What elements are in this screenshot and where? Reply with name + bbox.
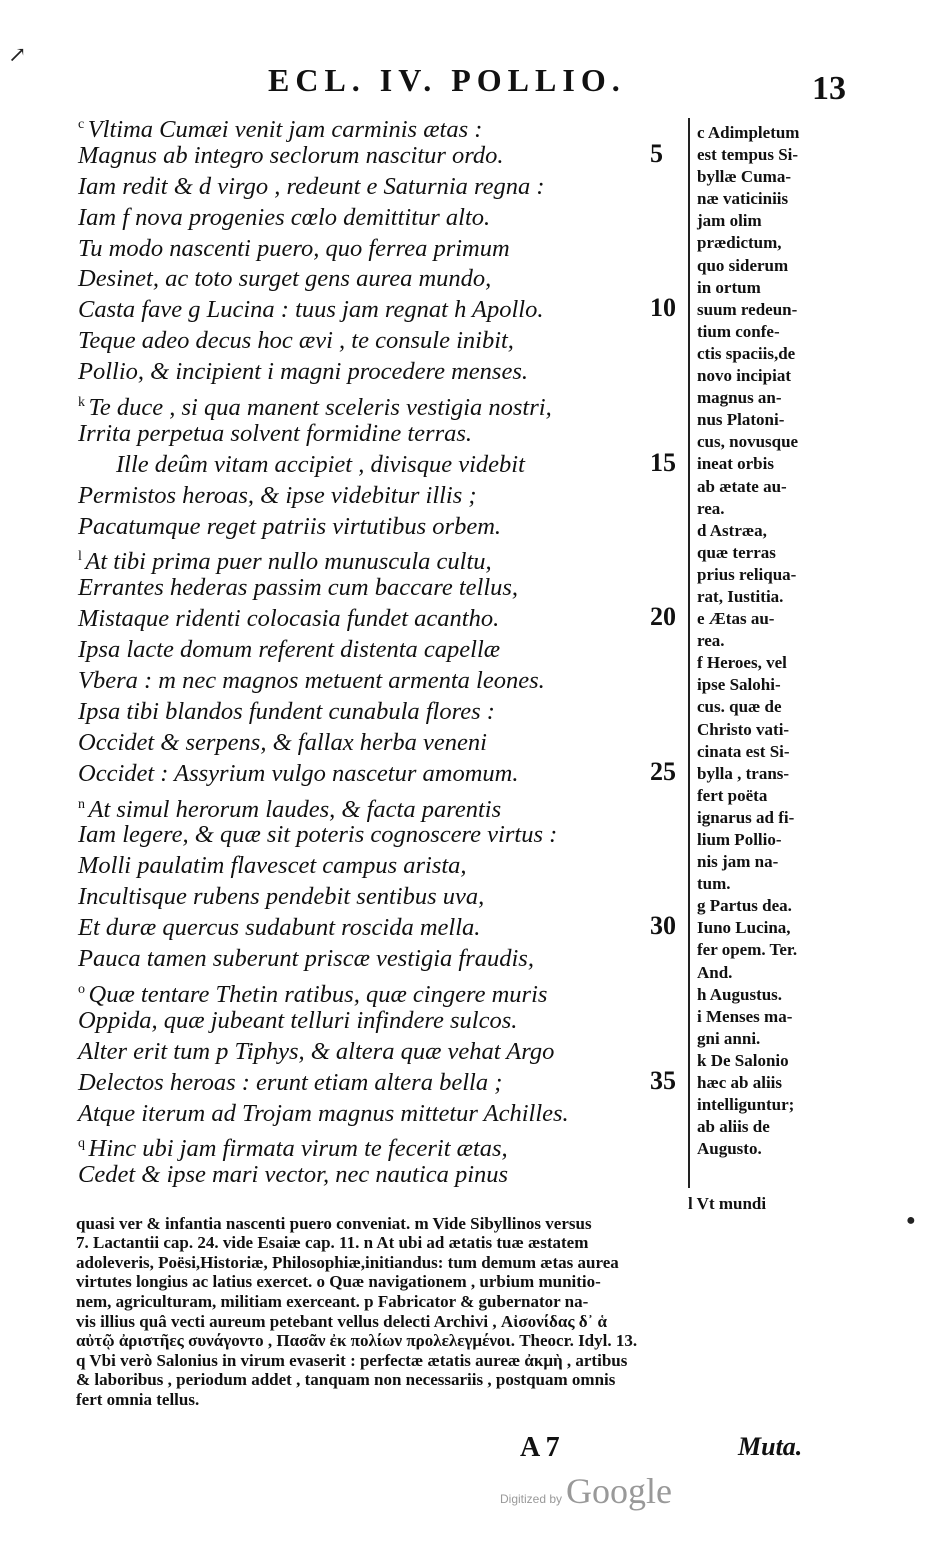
side-note-line: suum redeun- bbox=[697, 299, 798, 319]
verse-text: Desinet, ac toto surget gens aurea mundo, bbox=[78, 265, 492, 293]
side-note-line: rat, Iustitia. bbox=[697, 586, 784, 606]
verse-line bbox=[78, 447, 688, 481]
verse-text: Occidet : Assyrium vulgo nascetur amomum. bbox=[78, 759, 519, 787]
side-note-line: ctis spaciis,de bbox=[697, 343, 796, 363]
side-note-line: cus, novusque bbox=[697, 432, 799, 452]
verse-text: Pauca tamen suberunt priscæ vestigia fraudis, bbox=[78, 945, 534, 973]
side-note-line: novo incipiat bbox=[697, 366, 791, 386]
side-note-line: byllæ Cuma- bbox=[697, 167, 791, 187]
side-notes bbox=[697, 122, 847, 1160]
bottom-note-line: fert omnia tellus. bbox=[76, 1389, 200, 1409]
digitization-watermark bbox=[500, 1470, 672, 1512]
side-note-line: ipse Salohi- bbox=[697, 675, 781, 695]
verse-text: Oppida, quæ jubeant telluri infindere sulcos. bbox=[78, 1006, 518, 1034]
margin-mark: ↗ bbox=[8, 42, 27, 67]
verse-text: Iam legere, & quæ sit poteris cognoscere virtus : bbox=[78, 821, 558, 849]
verse-line bbox=[78, 635, 688, 666]
bottom-note-line: nem, agriculturam, militiam exerceant. p Fabricator & gubernator na- bbox=[76, 1291, 589, 1311]
verse-text: Delectos heroas : erunt etiam altera bella ; bbox=[78, 1068, 503, 1096]
side-note-line: nis jam na- bbox=[697, 852, 779, 872]
verse-text: Tu modo nascenti puero, quo ferrea primum bbox=[78, 234, 510, 262]
side-note-line: nus Platoni- bbox=[697, 410, 785, 430]
verse-text: Vltima Cumæi venit jam carminis ætas : bbox=[87, 116, 483, 144]
verse-line bbox=[78, 172, 688, 203]
verse-line bbox=[78, 542, 688, 576]
verse-text: Permistos heroas, & ipse videbitur illis ; bbox=[78, 481, 477, 509]
bottom-note-line: vis illius quâ vecti aureum petebant vellus delecti Archivi , Αἰσονίδας δ᾽ ἁ bbox=[76, 1311, 607, 1331]
note-marker: o bbox=[78, 981, 89, 997]
verse-text: Atque iterum ad Trojam magnus mittetur Achilles. bbox=[78, 1099, 569, 1127]
verse-text: Occidet & serpens, & fallax herba veneni bbox=[78, 728, 487, 756]
side-note-line: quæ terras bbox=[697, 542, 776, 562]
verse-line bbox=[78, 790, 688, 821]
side-note-line: And. bbox=[697, 962, 733, 982]
verse-line bbox=[78, 1006, 688, 1037]
verse-line bbox=[78, 234, 688, 265]
catchword: Muta. bbox=[738, 1432, 803, 1461]
bottom-note-line: & laboribus , periodum addet , tanquam non necessariis , postquam omnis bbox=[76, 1370, 616, 1390]
side-note-line: intelliguntur; bbox=[697, 1095, 795, 1115]
side-note-line: rea. bbox=[697, 631, 725, 651]
verse-line bbox=[78, 512, 688, 543]
bottom-note-line: αὐτῷ ἀριστῆες συνάγοντο , Πασᾶν ἐκ πολίων προλελεγμένοι. Theocr. Idyl. 13. bbox=[76, 1331, 638, 1351]
side-note-line: bylla , trans- bbox=[697, 763, 790, 783]
line-number: 15 bbox=[650, 447, 676, 477]
side-note-line: fer opem. Ter. bbox=[697, 940, 798, 960]
bottom-note-line: q Vbi verò Salonius in virum evaserit : perfectæ ætatis aureæ ἀκμὴ , artibus bbox=[76, 1350, 628, 1370]
side-note-line: g Partus dea. bbox=[697, 896, 792, 916]
line-number: 35 bbox=[650, 1065, 676, 1095]
side-note-line: fert poëta bbox=[697, 785, 768, 805]
verse-line bbox=[78, 756, 688, 790]
verse-line bbox=[78, 481, 688, 512]
verse-text: Iam f nova progenies cœlo demittitur alto. bbox=[78, 203, 491, 231]
line-number: 10 bbox=[650, 293, 676, 323]
side-note-line: jam olim bbox=[697, 211, 762, 231]
verse-line bbox=[78, 913, 688, 944]
verse-line bbox=[78, 203, 688, 234]
side-note-line: i Menses ma- bbox=[697, 1006, 793, 1026]
side-note-line: prædictum, bbox=[697, 233, 782, 253]
signature-mark: A 7 bbox=[520, 1432, 560, 1463]
verse-text: At simul herorum laudes, & facta parentis bbox=[88, 795, 502, 823]
bottom-note-line: quasi ver & infantia nascenti puero conveniat. m Vide Sibyllinos versus bbox=[76, 1213, 592, 1233]
side-note-line: e Ætas au- bbox=[697, 609, 775, 629]
side-note-line: est tempus Si- bbox=[697, 145, 799, 165]
verse-text: Ipsa lacte domum referent distenta capellæ bbox=[78, 636, 501, 664]
page-number: 13 bbox=[812, 70, 846, 107]
line-number: 25 bbox=[650, 756, 676, 786]
verse-line bbox=[78, 944, 688, 975]
line-number: 30 bbox=[650, 911, 676, 941]
side-note-line: ineat orbis bbox=[697, 454, 774, 474]
side-note-line: rea. bbox=[697, 498, 725, 518]
side-note-line: Augusto. bbox=[697, 1139, 762, 1159]
side-note-line: h Augustus. bbox=[697, 984, 783, 1004]
note-marker: n bbox=[78, 796, 89, 812]
verse-text: Magnus ab integro seclorum nascitur ordo. bbox=[78, 141, 504, 169]
side-note-line: ab ætate au- bbox=[697, 476, 787, 496]
side-note-line: næ vaticiniis bbox=[697, 189, 789, 209]
side-note-line: d Astræa, bbox=[697, 520, 767, 540]
side-note-line: f Heroes, vel bbox=[697, 653, 787, 673]
side-note-line: c Adimpletum bbox=[697, 123, 800, 142]
note-marker: q bbox=[78, 1136, 89, 1152]
verse-line bbox=[78, 419, 688, 450]
running-header: ECL. IV. POLLIO. bbox=[268, 62, 626, 98]
side-note-line: lium Pollio- bbox=[697, 830, 782, 849]
side-note-line: quo siderum bbox=[697, 255, 789, 275]
verse-line bbox=[78, 573, 688, 604]
side-note-line: Iuno Lucina, bbox=[697, 918, 791, 938]
verse-line bbox=[78, 110, 688, 144]
side-note-line: ignarus ad fi- bbox=[697, 807, 795, 827]
side-note-line: tium confe- bbox=[697, 321, 780, 341]
note-marker: l bbox=[78, 549, 86, 565]
verse-line bbox=[78, 728, 688, 759]
verse-line bbox=[78, 697, 688, 728]
verse-line bbox=[78, 1160, 688, 1191]
verse-line bbox=[78, 388, 688, 422]
side-note-line: prius reliqua- bbox=[697, 564, 797, 584]
side-note-line: tum. bbox=[697, 874, 731, 894]
verse-line bbox=[78, 326, 688, 357]
verse-line bbox=[78, 357, 688, 388]
side-note-line: gni anni. bbox=[697, 1028, 761, 1048]
line-number: 5 bbox=[650, 138, 663, 168]
side-note-line: Christo vati- bbox=[697, 719, 790, 739]
note-marker: c bbox=[78, 117, 88, 132]
verse-line bbox=[78, 666, 688, 697]
verse-text: Iam redit & d virgo , redeunt e Saturnia regna : bbox=[78, 172, 545, 200]
verse-text: Irrita perpetua solvent formidine terras. bbox=[78, 419, 473, 447]
verse-text: Teque adeo decus hoc ævi , te consule inibit, bbox=[78, 327, 514, 355]
verse-line bbox=[78, 295, 688, 326]
bottom-note-line: l Vt mundi bbox=[688, 1194, 767, 1213]
line-number: 20 bbox=[650, 602, 676, 632]
verse-line bbox=[78, 975, 688, 1009]
verse-line bbox=[78, 138, 688, 172]
verse-text: Hinc ubi jam firmata virum te fecerit ætas, bbox=[88, 1135, 508, 1163]
verse-text: Ille deûm vitam accipiet , divisque videbit bbox=[116, 450, 525, 478]
verse-text: Pollio, & incipient i magni procedere menses. bbox=[78, 358, 528, 386]
verse-line bbox=[78, 264, 688, 295]
verse-text: Alter erit tum p Tiphys, & altera quæ vehat Argo bbox=[78, 1037, 555, 1065]
watermark-prefix: Digitized by bbox=[500, 1492, 563, 1506]
side-note-line: cus. quæ de bbox=[697, 697, 782, 717]
column-rule bbox=[688, 118, 690, 1188]
verse-text: Mistaque ridenti colocasia fundet acantho. bbox=[78, 605, 500, 633]
margin-dot: ● bbox=[906, 1212, 916, 1229]
verse-text: Incultisque rubens pendebit sentibus uva, bbox=[78, 883, 485, 911]
side-note-line: magnus an- bbox=[697, 388, 782, 408]
verse-text: At tibi prima puer nullo munuscula cultu, bbox=[85, 548, 492, 576]
verse-line bbox=[78, 882, 688, 913]
bottom-note-line: adoleveris, Poësi,Historiæ, Philosophiæ,initiandus: tum demum ætas aurea bbox=[76, 1252, 619, 1272]
verse-text: Vbera : m nec magnos metuent armenta leones. bbox=[78, 667, 545, 695]
verse-text: Quæ tentare Thetin ratibus, quæ cingere muris bbox=[88, 981, 548, 1009]
verse-line bbox=[78, 1099, 688, 1130]
watermark-logo: Google bbox=[566, 1471, 673, 1511]
verse-text: Ipsa tibi blandos fundent cunabula flores : bbox=[78, 697, 495, 725]
verse-text: Cedet & ipse mari vector, nec nautica pinus bbox=[78, 1161, 509, 1189]
bottom-note-line: 7. Lactantii cap. 24. vide Esaiæ cap. 11. n At ubi ad ætatis tuæ æstatem bbox=[76, 1233, 589, 1253]
verse-line bbox=[78, 1129, 688, 1163]
side-note-line: hæc ab aliis bbox=[697, 1073, 783, 1093]
verse-block bbox=[78, 110, 688, 1191]
side-note-line: cinata est Si- bbox=[697, 741, 790, 761]
verse-text: Te duce , si qua manent sceleris vestigia nostri, bbox=[88, 394, 552, 422]
verse-line bbox=[78, 851, 688, 882]
side-note-line: in ortum bbox=[697, 277, 761, 297]
verse-line bbox=[78, 604, 688, 635]
side-note-line: ab aliis de bbox=[697, 1117, 770, 1137]
verse-line bbox=[78, 1065, 688, 1099]
verse-line bbox=[78, 820, 688, 851]
bottom-notes bbox=[76, 1194, 836, 1410]
verse-line bbox=[78, 1037, 688, 1068]
bottom-note-line: virtutes longius ac latius exercet. o Quæ navigationem , urbium munitio- bbox=[76, 1272, 601, 1292]
verse-text: Errantes hederas passim cum baccare tellus, bbox=[78, 574, 519, 602]
verse-text: Casta fave g Lucina : tuus jam regnat h Apollo. bbox=[78, 296, 544, 324]
verse-text: Pacatumque reget patriis virtutibus orbem. bbox=[78, 512, 502, 540]
verse-text: Et duræ quercus sudabunt roscida mella. bbox=[78, 914, 481, 942]
note-marker: k bbox=[78, 395, 89, 411]
side-note-line: k De Salonio bbox=[697, 1050, 789, 1070]
verse-text: Molli paulatim flavescet campus arista, bbox=[78, 852, 467, 880]
